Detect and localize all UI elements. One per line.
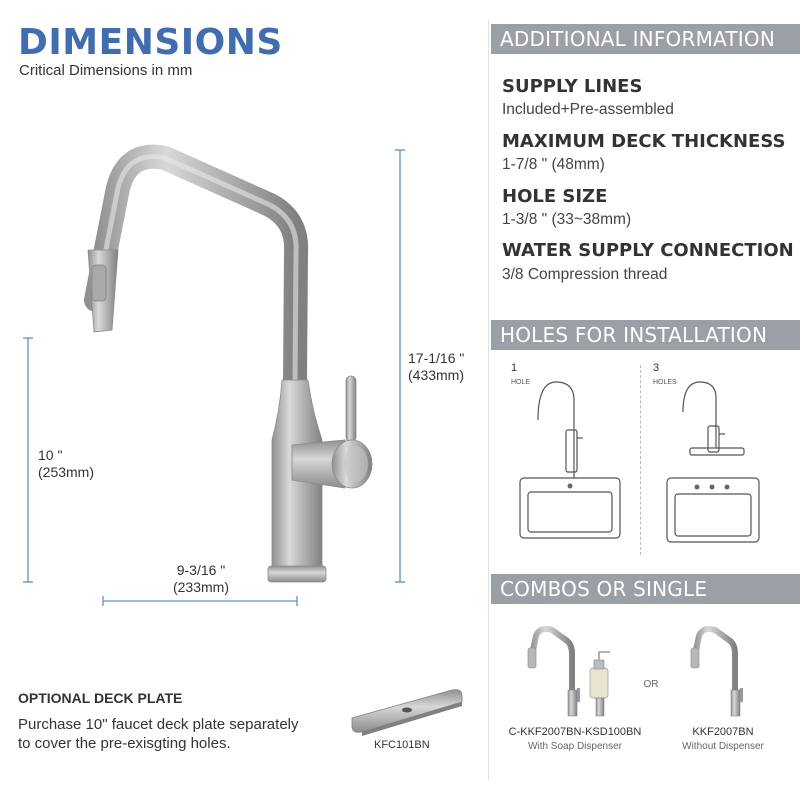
water-connection-label: WATER SUPPLY CONNECTION	[502, 240, 794, 261]
holes-header: HOLES FOR INSTALLATION	[491, 320, 800, 350]
combo-desc-with-dispenser: With Soap Dispenser	[528, 741, 622, 752]
hole-unit-1: HOLE	[511, 379, 531, 386]
combos-header: COMBOS OR SINGLE	[491, 574, 800, 604]
total-height-metric: (433mm)	[408, 367, 465, 383]
deck-thickness-label: MAXIMUM DECK THICKNESS	[502, 131, 786, 152]
hole-size-value: 1-3/8 " (33~38mm)	[502, 211, 632, 228]
deck-plate-text-line2: to cover the pre-exisgting holes.	[18, 735, 231, 752]
hole-unit-3: HOLES	[653, 379, 677, 386]
hole-count-3: 3	[653, 362, 660, 374]
water-connection-value: 3/8 Compression thread	[502, 266, 668, 283]
supply-lines-label: SUPPLY LINES	[502, 76, 643, 97]
reach-metric: (233mm)	[172, 579, 229, 595]
spout-height-imperial: 10 "	[38, 447, 63, 463]
reach-imperial: 9-3/16 "	[176, 562, 226, 578]
hole-count-1: 1	[511, 362, 518, 374]
deck-plate-text-line1: Purchase 10" faucet deck plate separately	[18, 716, 299, 733]
combo-or-separator: OR	[643, 679, 659, 690]
hole-size-label: HOLE SIZE	[502, 186, 608, 207]
page-title: DIMENSIONS	[18, 22, 283, 63]
combo-sku-with-dispenser: C-KKF2007BN-KSD100BN	[508, 726, 642, 738]
page-subtitle: Critical Dimensions in mm	[19, 62, 193, 79]
additional-info-header: ADDITIONAL INFORMATION	[491, 24, 800, 54]
deck-thickness-value: 1-7/8 " (48mm)	[502, 156, 605, 173]
deck-plate-sku: KFC101BN	[374, 739, 430, 751]
total-height-imperial: 17-1/16 "	[408, 350, 465, 366]
spout-height-metric: (253mm)	[38, 464, 95, 480]
supply-lines-value: Included+Pre-assembled	[502, 101, 674, 118]
combo-sku-single: KKF2007BN	[692, 726, 754, 738]
combo-desc-single: Without Dispenser	[682, 741, 764, 752]
deck-plate-heading: OPTIONAL DECK PLATE	[18, 690, 183, 706]
